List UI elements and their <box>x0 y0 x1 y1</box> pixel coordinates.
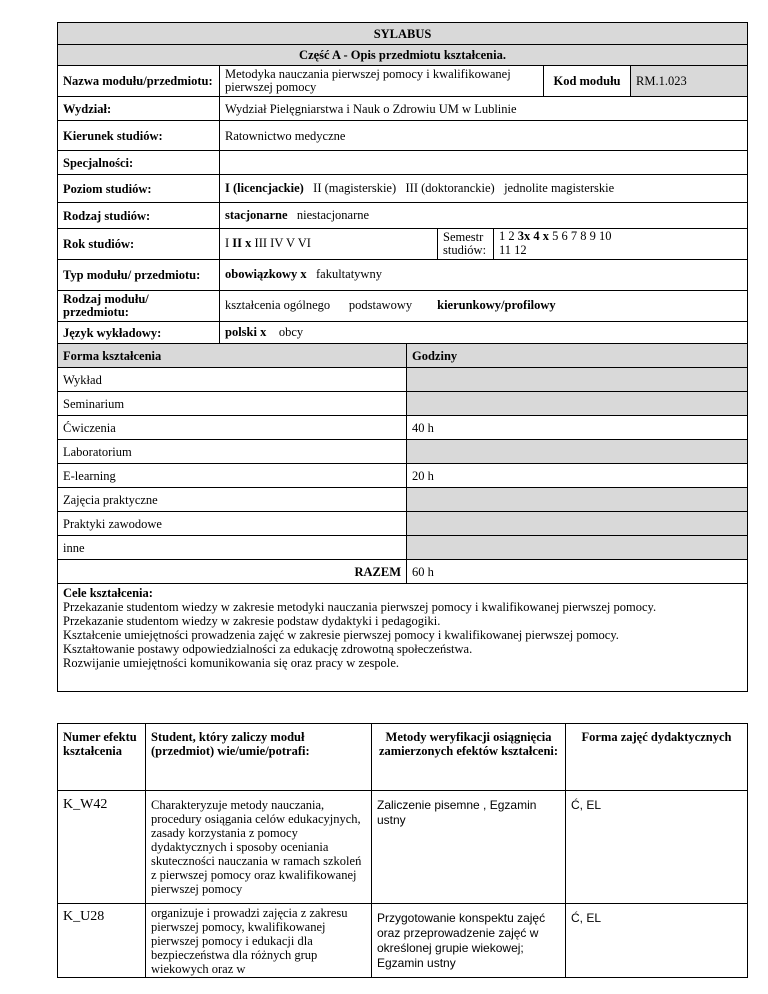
semester-label: Semestr studiów: <box>438 229 494 260</box>
goal-item: Rozwijanie umiejętności komunikowania się oraz pracy w zespole. <box>63 656 400 670</box>
forms-row <box>58 488 748 512</box>
forms-row <box>58 512 748 536</box>
outcome-number: K_W42 <box>58 791 146 904</box>
outcome-row <box>58 791 748 904</box>
study-type-label: Rodzaj studiów: <box>58 203 220 229</box>
forms-row-name: Praktyki zawodowe <box>58 512 407 536</box>
level-option-2: II (magisterskie) <box>313 180 397 195</box>
forms-row-name: Seminarium <box>58 392 407 416</box>
forms-row-hours: 20 h <box>407 464 748 488</box>
study-type-option-1: stacjonarne <box>225 207 288 222</box>
forms-row-name: Laboratorium <box>58 440 407 464</box>
goal-item: Kształtowanie postawy odpowiedzialności za edukację zdrowotną społeczeństwa. <box>63 642 473 656</box>
outcome-method: Przygotowanie konspektu zajęć oraz przeprowadzenie zajęć w określonej grupie wiekowej; Egzamin ustny <box>372 904 566 978</box>
total-label: RAZEM <box>58 560 407 584</box>
outcomes-header-form: Forma zajęć dydaktycznych <box>566 724 748 791</box>
language-label: Język wykładowy: <box>58 322 220 344</box>
forms-row <box>58 416 748 440</box>
module-kind-option-1: kształcenia ogólnego <box>225 298 331 312</box>
module-kind-label: Rodzaj modułu/ przedmiotu: <box>58 291 220 322</box>
level-option-1: I (licencjackie) <box>225 180 304 195</box>
forms-row-name: Zajęcia praktyczne <box>58 488 407 512</box>
study-type-option-2: niestacjonarne <box>296 207 370 222</box>
learning-outcomes-table <box>57 723 748 978</box>
specialty-label: Specjalności: <box>58 151 220 175</box>
year-options: I II x III IV V VI <box>220 229 438 260</box>
part-a-heading: Część A - Opis przedmiotu kształcenia. <box>58 45 748 66</box>
forms-header-form: Forma kształcenia <box>58 344 407 368</box>
forms-row-name: Wykład <box>58 368 407 392</box>
forms-row-hours <box>407 488 748 512</box>
module-type-option-2: fakultatywny <box>315 267 382 281</box>
outcome-number: K_U28 <box>58 904 146 978</box>
syllabus-title: SYLABUS <box>58 23 748 45</box>
goal-item: Kształcenie umiejętności prowadzenia zajęć w zakresie pierwszej pomocy i kwalifikowanej pierwszej pomocy. <box>63 628 619 642</box>
level-option-3: III (doktoranckie) <box>405 180 495 195</box>
module-type-label: Typ modułu/ przedmiotu: <box>58 260 220 291</box>
forms-row-name: inne <box>58 536 407 560</box>
outcomes-header-methods: Metody weryfikacji osiągnięcia zamierzonych efektów kształceni: <box>372 724 566 791</box>
module-type-option-1: obowiązkowy x <box>225 267 307 281</box>
outcome-description: organizuje i prowadzi zajęcia z zakresu pierwszej pomocy, kwalifikowanej pierwszej pomocy i edukacji dla bezpieczeństwa dla różnych grup wiekowych oraz w <box>146 904 372 978</box>
module-code-label: Kod modułu <box>544 66 631 97</box>
forms-row-hours <box>407 368 748 392</box>
module-name-value: Metodyka nauczania pierwszej pomocy i kwalifikowanej pierwszej pomocy <box>220 66 544 97</box>
goal-item: Przekazanie studentom wiedzy w zakresie metodyki nauczania pierwszej pomocy i kwalifikowanej pierwszej pomocy. <box>63 600 657 614</box>
forms-row-hours <box>407 536 748 560</box>
level-label: Poziom studiów: <box>58 175 220 203</box>
forms-row <box>58 392 748 416</box>
semester-options: 1 2 3x 4 x 5 6 7 8 9 10 11 12 <box>494 229 748 260</box>
outcome-method: Zaliczenie pisemne , Egzamin ustny <box>372 791 566 904</box>
forms-row-name: E-learning <box>58 464 407 488</box>
module-kind-option-3: kierunkowy/profilowy <box>437 298 556 312</box>
syllabus-part-a-table <box>57 22 748 692</box>
forms-row-hours: 40 h <box>407 416 748 440</box>
forms-row <box>58 368 748 392</box>
outcome-form: Ć, EL <box>566 791 748 904</box>
forms-header-hours: Godziny <box>407 344 748 368</box>
level-option-4: jednolite magisterskie <box>504 180 615 195</box>
forms-row <box>58 464 748 488</box>
outcome-form: Ć, EL <box>566 904 748 978</box>
forms-row-hours <box>407 440 748 464</box>
level-options <box>220 175 748 203</box>
language-option-2: obcy <box>278 324 304 339</box>
language-options <box>220 322 748 344</box>
field-value: Ratownictwo medyczne <box>220 121 748 151</box>
outcome-row <box>58 904 748 978</box>
module-type-options <box>220 260 748 291</box>
forms-row-hours <box>407 392 748 416</box>
field-label: Kierunek studiów: <box>58 121 220 151</box>
forms-row-hours <box>407 512 748 536</box>
module-name-label: Nazwa modułu/przedmiotu: <box>58 66 220 97</box>
faculty-value: Wydział Pielęgniarstwa i Nauk o Zdrowiu UM w Lublinie <box>220 97 748 121</box>
goals-section <box>58 584 748 692</box>
faculty-label: Wydział: <box>58 97 220 121</box>
goal-item: Przekazanie studentom wiedzy w zakresie podstaw dydaktyki i pedagogiki. <box>63 614 441 628</box>
language-option-1: polski x <box>225 324 267 339</box>
module-kind-option-2: podstawowy <box>348 298 413 312</box>
forms-row <box>58 440 748 464</box>
module-code-value: RM.1.023 <box>631 66 748 97</box>
outcomes-header-student: Student, który zaliczy moduł (przedmiot) wie/umie/potrafi: <box>146 724 372 791</box>
goals-title: Cele kształcenia: <box>63 586 153 600</box>
module-kind-options <box>220 291 748 322</box>
specialty-value <box>220 151 748 175</box>
outcomes-header-number: Numer efektu kształcenia <box>58 724 146 791</box>
total-value: 60 h <box>407 560 748 584</box>
forms-row-name: Ćwiczenia <box>58 416 407 440</box>
forms-row <box>58 536 748 560</box>
year-label: Rok studiów: <box>58 229 220 260</box>
outcome-description: Charakteryzuje metody nauczania, procedury osiągania celów edukacyjnych, zasady korzystania z pomocy dydaktycznych i sposoby oceniania skuteczności nauczania w ramach szkoleń z pierwszej pomocy oraz kwalifikowanej pierwszej pomocy <box>146 791 372 904</box>
study-type-options <box>220 203 748 229</box>
